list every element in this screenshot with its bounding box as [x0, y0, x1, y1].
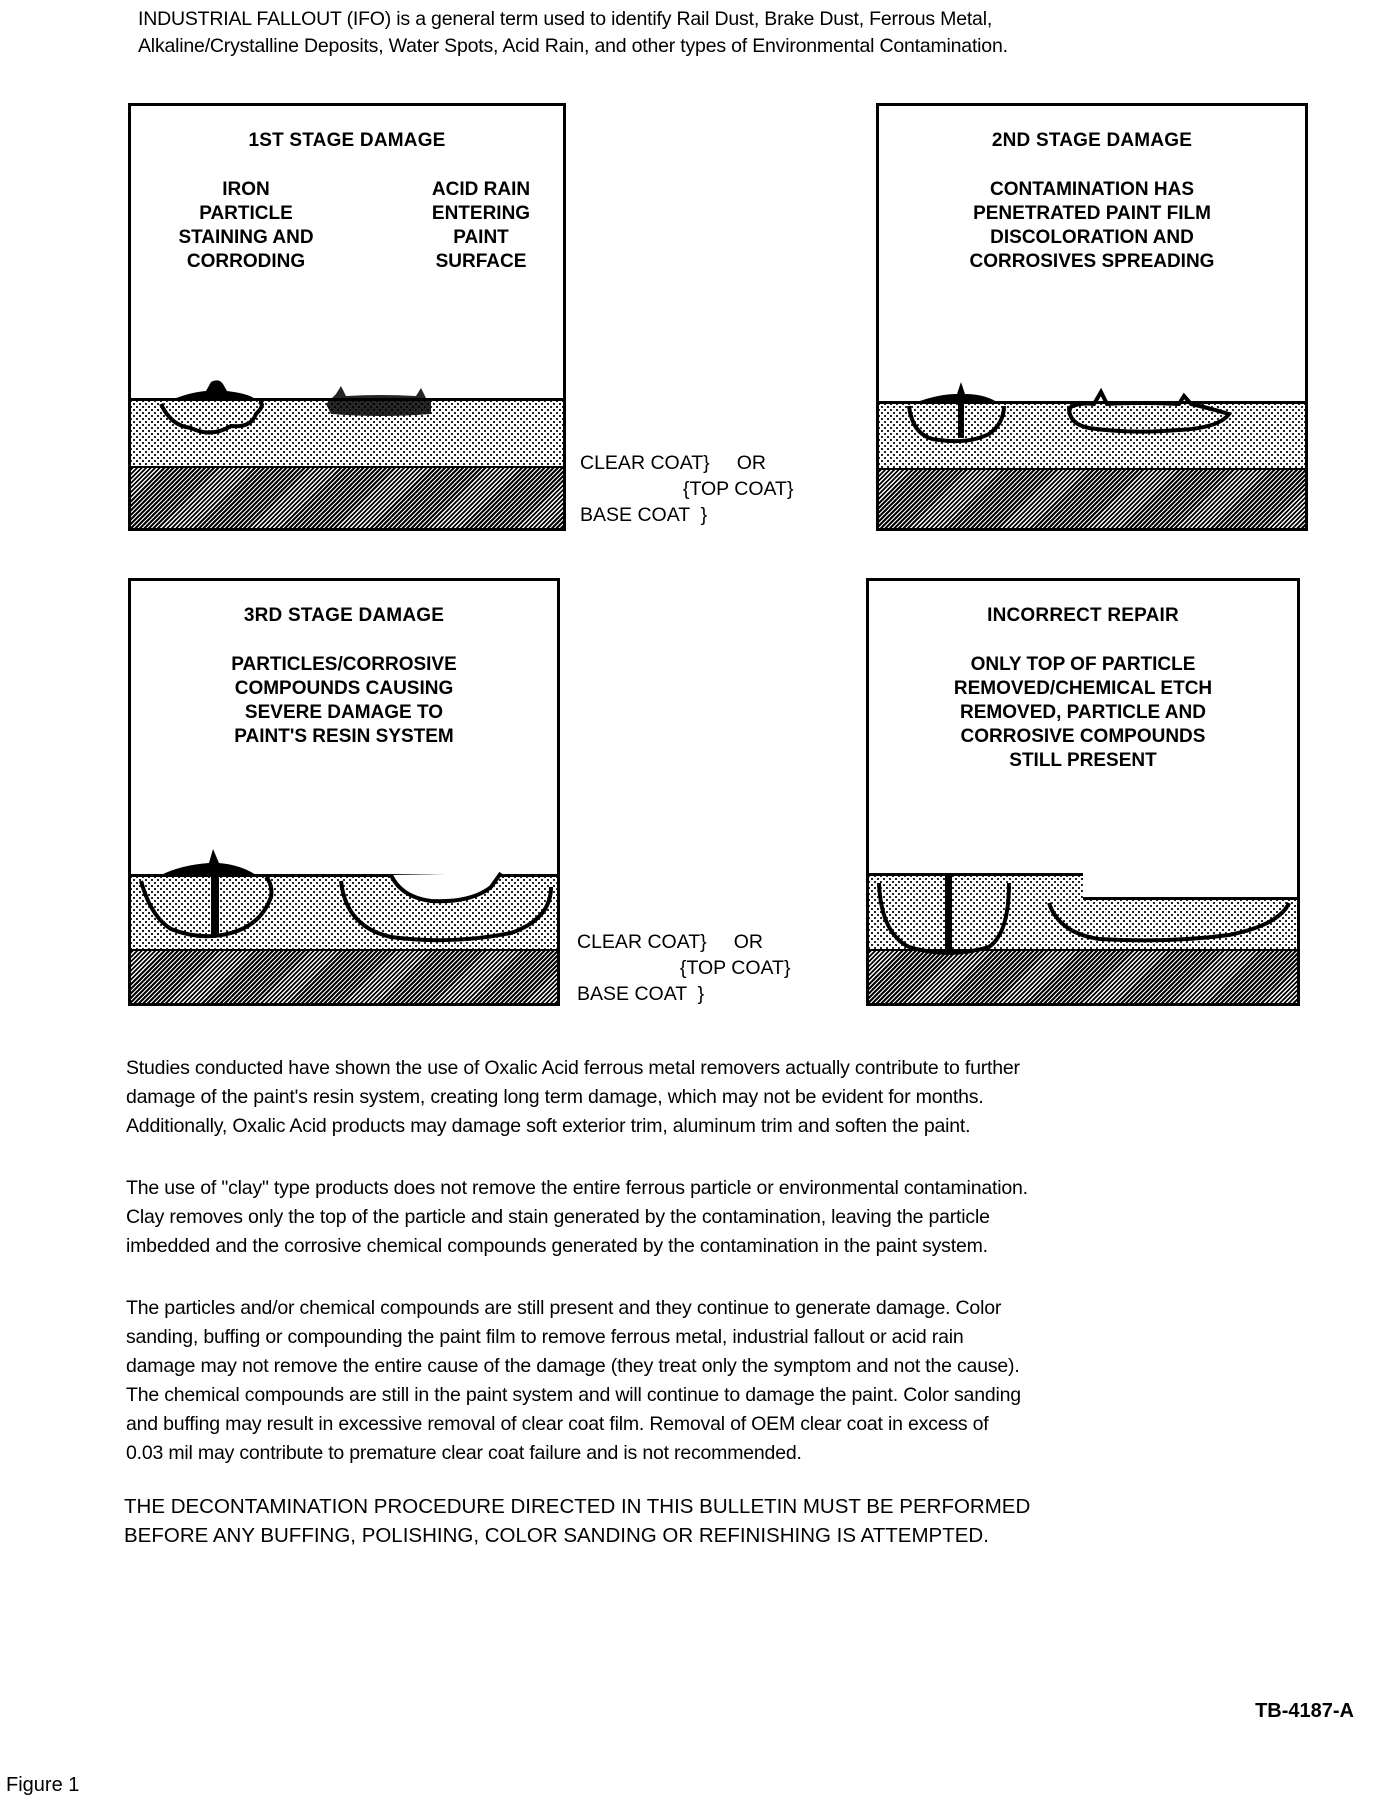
caption-line: DISCOLORATION AND — [990, 227, 1194, 248]
warning-line: BEFORE ANY BUFFING, POLISHING, COLOR SANDING OR REFINISHING IS ATTEMPTED. — [124, 1524, 989, 1547]
caption-line: PARTICLE — [199, 203, 293, 224]
corrosive-compounds-icon — [1049, 903, 1289, 940]
crater-icon — [391, 873, 501, 901]
paragraph-line: damage may not remove the entire cause of the damage (they treat only the symptom and not the cause). — [126, 1355, 1020, 1377]
stain-outline-icon — [161, 402, 262, 433]
bulletin-code: TB-4187-A — [1255, 1700, 1354, 1722]
coat-legend-base: BASE COAT } — [580, 504, 708, 526]
contamination-illustration — [879, 368, 1308, 458]
coat-legend-clear: CLEAR COAT} OR — [580, 452, 767, 474]
caption-line: CORROSIVES SPREADING — [969, 251, 1215, 272]
panel-incorrect-repair — [866, 578, 1300, 1006]
intro-line: INDUSTRIAL FALLOUT (IFO) is a general term used to identify Rail Dust, Brake Dust, Ferrous Metal, — [138, 8, 993, 30]
caption-line: ACID RAIN — [431, 179, 531, 200]
contamination-illustration — [131, 837, 560, 957]
caption-line: ENTERING — [431, 203, 531, 224]
paragraph-line: The particles and/or chemical compounds are still present and they continue to generate damage. Color — [126, 1297, 1002, 1319]
contamination-illustration — [131, 366, 566, 446]
panel-title: 3RD STAGE DAMAGE — [243, 605, 445, 626]
caption-line: PARTICLES/CORROSIVE — [231, 654, 457, 675]
caption-line: ONLY TOP OF PARTICLE — [970, 654, 1196, 675]
coat-legend-base: BASE COAT } — [577, 983, 705, 1005]
caption-line: CORROSIVE COMPOUNDS — [960, 726, 1206, 747]
panel-3rd-stage-damage — [128, 578, 560, 1006]
iron-particle-icon — [161, 849, 256, 875]
base-coat-layer — [879, 468, 1305, 528]
panel-caption — [131, 653, 557, 749]
panel-2nd-stage-damage — [876, 103, 1308, 531]
panel-1st-stage-damage — [128, 103, 566, 531]
coat-legend — [577, 929, 790, 1007]
caption-line: SURFACE — [435, 251, 527, 272]
iron-particle-icon — [917, 382, 997, 402]
paragraph-line: 0.03 mil may contribute to premature clear coat failure and is not recommended. — [126, 1442, 802, 1464]
resin-damage-icon — [141, 877, 271, 936]
paragraph-line: Additionally, Oxalic Acid products may damage soft exterior trim, aluminum trim and soften the paint. — [126, 1115, 971, 1137]
remaining-stain-icon — [879, 883, 1009, 953]
decontamination-warning — [124, 1492, 1030, 1550]
base-coat-layer — [131, 466, 563, 528]
paragraph-line: sanding, buffing or compounding the paint film to remove ferrous metal, industrial fallout or acid rain — [126, 1326, 964, 1348]
intro-text — [138, 6, 1338, 60]
caption-line: PENETRATED PAINT FILM — [973, 203, 1211, 224]
iron-particle-icon — [171, 380, 256, 400]
caption-line: STAINING AND — [178, 227, 314, 248]
coat-legend-top: {TOP COAT} — [577, 957, 791, 979]
caption-line: PAINT'S RESIN SYSTEM — [234, 726, 454, 747]
warning-line: THE DECONTAMINATION PROCEDURE DIRECTED IN THIS BULLETIN MUST BE PERFORMED — [124, 1495, 1031, 1518]
paragraph-compounds — [126, 1294, 1326, 1468]
caption-line: CORRODING — [186, 251, 306, 272]
panel-title: 2ND STAGE DAMAGE — [991, 130, 1193, 151]
coat-legend-clear: CLEAR COAT} OR — [577, 931, 764, 953]
caption-line: SEVERE DAMAGE TO — [244, 702, 444, 723]
coat-legend-top: {TOP COAT} — [580, 478, 794, 500]
paragraph-line: damage of the paint's resin system, creating long term damage, which may not be evident for months. — [126, 1086, 984, 1108]
acid-rain-spread-icon — [1069, 392, 1229, 432]
caption-line: CONTAMINATION HAS — [989, 179, 1195, 200]
caption-line: STILL PRESENT — [1009, 750, 1157, 771]
figure-label: Figure 1 — [6, 1774, 80, 1796]
panel-title: 1ST STAGE DAMAGE — [248, 130, 446, 151]
contamination-illustration — [869, 873, 1300, 963]
panel-caption — [879, 178, 1305, 274]
base-coat-layer — [131, 949, 557, 1003]
intro-line: Alkaline/Crystalline Deposits, Water Spots, Acid Rain, and other types of Environmental Contamination. — [138, 35, 1008, 57]
paragraph-line: The chemical compounds are still in the paint system and will continue to damage the paint. Color sanding — [126, 1384, 1021, 1406]
paragraph-oxalic-acid — [126, 1054, 1326, 1141]
paragraph-line: imbedded and the corrosive chemical compounds generated by the contamination in the paint system. — [126, 1235, 988, 1257]
paragraph-line: and buffing may result in excessive removal of clear coat film. Removal of OEM clear coat in excess of — [126, 1413, 989, 1435]
panel-caption — [869, 653, 1297, 773]
caption-line: REMOVED, PARTICLE AND — [960, 702, 1206, 723]
paragraph-line: Clay removes only the top of the particle and stain generated by the contamination, leaving the particle — [126, 1206, 990, 1228]
coat-legend — [580, 450, 793, 528]
paragraph-line: Studies conducted have shown the use of Oxalic Acid ferrous metal removers actually contribute to further — [126, 1057, 1020, 1079]
stain-outline-icon — [909, 406, 1004, 441]
panel-right-caption — [421, 178, 541, 274]
panel-title: INCORRECT REPAIR — [987, 605, 1179, 626]
embedded-particle-icon — [945, 873, 952, 949]
caption-line: REMOVED/CHEMICAL ETCH — [953, 678, 1213, 699]
caption-line: PAINT — [453, 227, 509, 248]
paragraph-clay — [126, 1174, 1326, 1261]
paragraph-line: The use of "clay" type products does not remove the entire ferrous particle or environmental contamination. — [126, 1177, 1028, 1199]
panel-left-caption — [171, 178, 321, 274]
caption-line: COMPOUNDS CAUSING — [234, 678, 454, 699]
acid-rain-particle-icon — [326, 386, 431, 416]
caption-line: IRON — [222, 179, 270, 200]
